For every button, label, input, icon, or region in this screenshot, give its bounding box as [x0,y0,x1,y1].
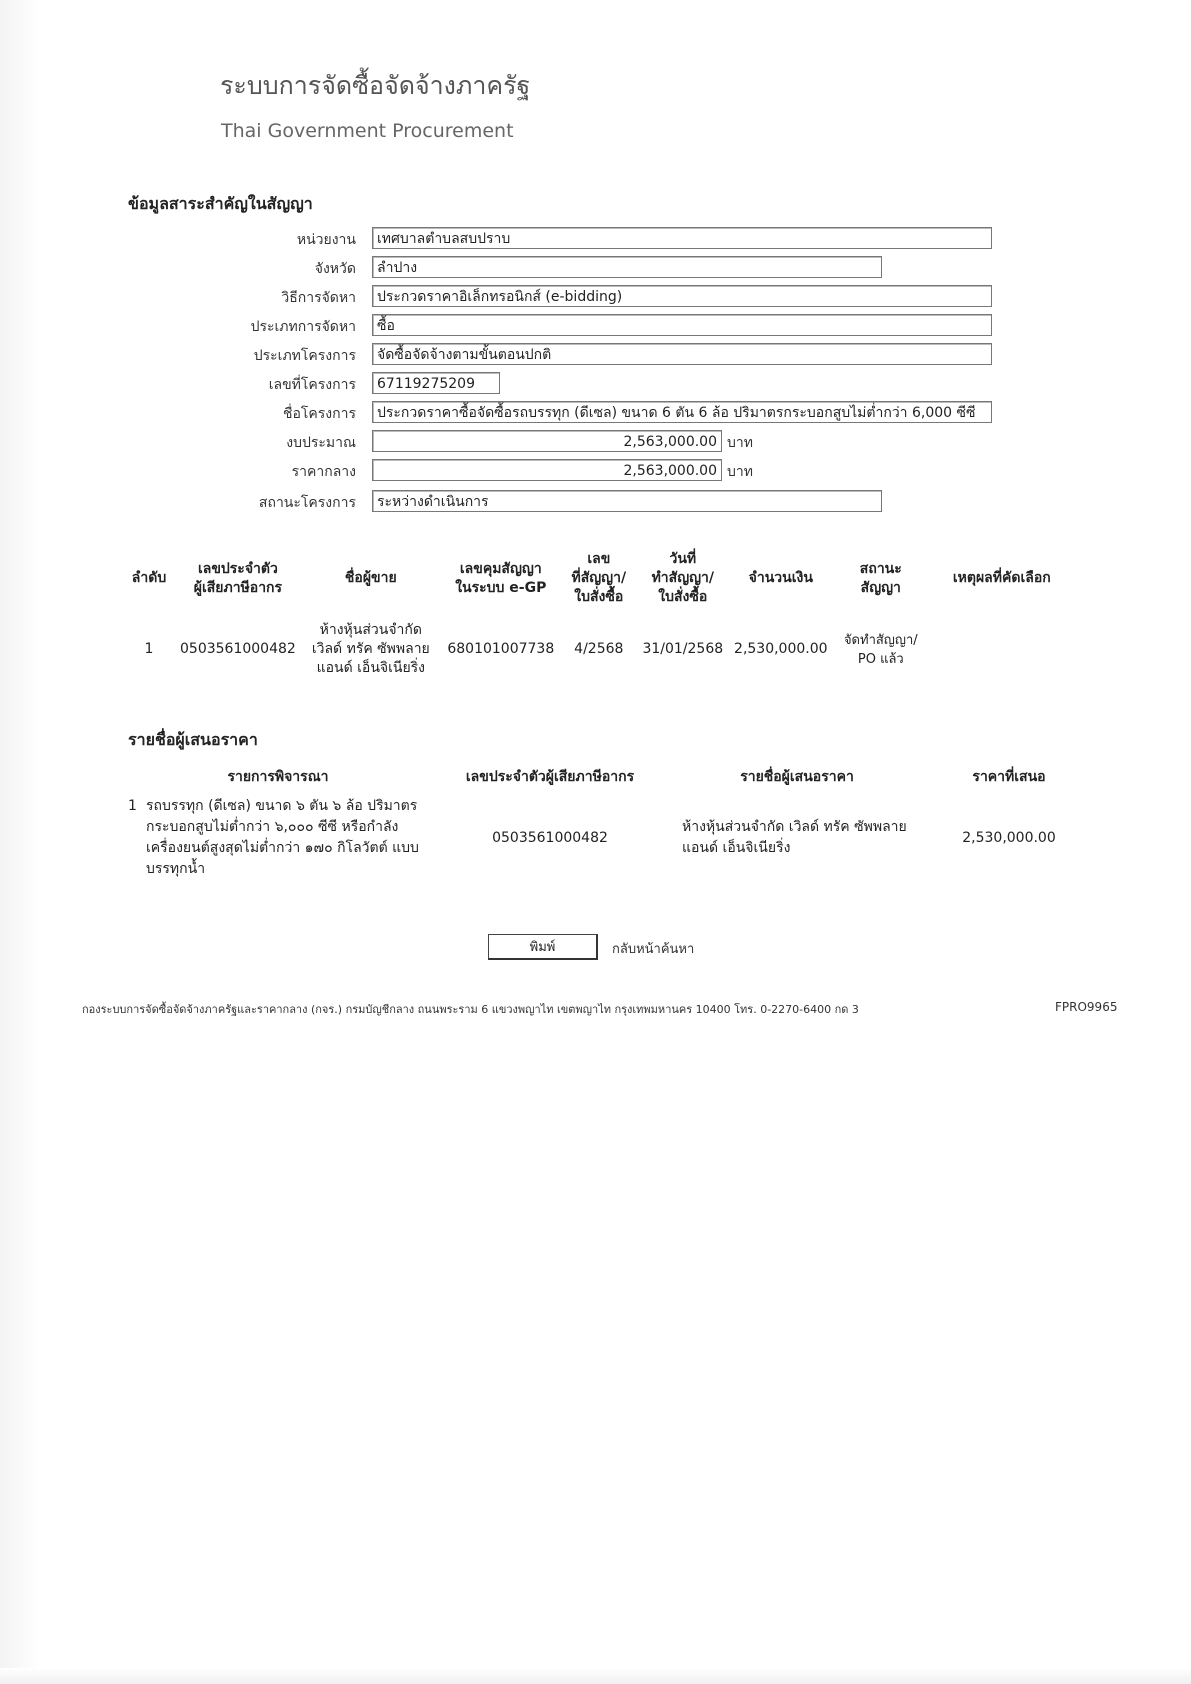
col-header-tax-id: เลขประจำตัว ผู้เสียภาษีอากร [193,560,283,596]
field-unit-budget: บาท [727,435,753,451]
field-value-reference-price: 2,563,000.00 [372,459,722,481]
contracts-header-row [122,548,1076,609]
cell-reason [928,609,1076,680]
field-value-project-number: 67119275209 [372,372,500,394]
bidders-table [122,762,1090,884]
cell-offer-price: 2,530,000.00 [962,829,1056,846]
table-row [122,792,1090,884]
cell-item-no: 1 [128,798,137,814]
col-header-no: ลำดับ [131,570,167,586]
field-label-project-number: เลขที่โครงการ [268,377,356,393]
col-header-status: สถานะ สัญญา [859,560,902,596]
field-value-budget: 2,563,000.00 [372,430,722,452]
field-label-project-status: สถานะโครงการ [258,495,356,511]
field-value-project-status: ระหว่างดำเนินการ [372,490,882,512]
cell-control-no: 680101007738 [447,641,555,657]
col-header-bidder-tax-id: เลขประจำตัวผู้เสียภาษีอากร [465,769,635,785]
col-header-contract-no: เลข ที่สัญญา/ ใบสั่งซื้อ [571,551,627,605]
cell-seller: ห้างหุ้นส่วนจำกัด เวิลด์ ทรัค ซัพพลาย แอนด์ เอ็นจิเนียริ่ง [311,622,430,676]
page-title-english: Thai Government Procurement [221,120,514,142]
field-value-project-type: จัดซื้อจัดจ้างตามขั้นตอนปกติ [372,343,992,365]
scan-edge [0,0,40,1684]
col-header-control-no: เลขคุมสัญญา ในระบบ e-GP [455,560,547,596]
cell-tax-id: 0503561000482 [180,641,296,657]
footer-address: กองระบบการจัดซื้อจัดจ้างภาครัฐและราคากลาง (กจร.) กรมบัญชีกลาง ถนนพระราม 6 แขวงพญาไท เขตพญาไท กรุงเทพมหานคร 10400 โทร. 0-2270-6400 กด 3 [82,1003,859,1016]
cell-bidder-name: ห้างหุ้นส่วนจำกัด เวิลด์ ทรัค ซัพพลาย แอนด์ เอ็นจิเนียริ่ง [682,819,907,856]
field-label-project-type: ประเภทโครงการ [253,348,356,364]
contracts-table [122,548,1076,680]
field-value-project-name: ประกวดราคาซื้อจัดซื้อรถบรรทุก (ดีเซล) ขนาด 6 ตัน 6 ล้อ ปริมาตรกระบอกสูบไม่ต่ำกว่า 6,000 ซีซี [372,401,992,423]
scan-bottom-edge [0,1668,1191,1684]
field-value-agency: เทศบาลตำบลสบปราบ [372,227,992,249]
field-label-method: วิธีการจัดหา [281,290,356,306]
col-header-reason: เหตุผลที่คัดเลือก [952,570,1051,586]
field-label-procurement-type: ประเภทการจัดหา [250,319,356,335]
cell-amount: 2,530,000.00 [734,641,828,657]
cell-contract-date: 31/01/2568 [642,641,724,657]
cell-bidder-tax-id: 0503561000482 [492,829,608,846]
field-label-agency: หน่วยงาน [296,232,356,248]
footer-page-code: FPRO9965 [1055,1000,1118,1014]
cell-item [122,792,434,884]
col-header-amount: จำนวนเงิน [748,570,813,586]
cell-contract-no: 4/2568 [574,641,624,657]
print-button[interactable]: พิมพ์ [488,934,598,960]
field-value-method: ประกวดราคาอิเล็กทรอนิกส์ (e-bidding) [372,285,992,307]
bidders-section-title: รายชื่อผู้เสนอราคา [128,730,258,749]
field-label-project-name: ชื่อโครงการ [282,406,356,422]
field-value-province: ลำปาง [372,256,882,278]
field-unit-reference-price: บาท [727,464,753,480]
col-header-bidder-name: รายชื่อผู้เสนอราคา [740,769,854,785]
cell-status: จัดทำสัญญา/ PO แล้ว [843,632,918,667]
summary-section-title: ข้อมูลสาระสำคัญในสัญญา [128,194,313,213]
cell-item-text: รถบรรทุก (ดีเซล) ขนาด ๖ ตัน ๖ ล้อ ปริมาตรกระบอกสูบไม่ต่ำกว่า ๖,๐๐๐ ซีซี หรือกำลังเครื่องยนต์สูงสุดไม่ต่ำกว่า ๑๗๐ กิโลวัตต์ แบบบรรทุกน้ำ [146,798,419,877]
field-label-reference-price: ราคากลาง [291,464,356,480]
col-header-item: รายการพิจารณา [227,769,329,785]
col-header-contract-date: วันที่ ทำสัญญา/ ใบสั่งซื้อ [651,551,715,605]
page-title-thai: ระบบการจัดซื้อจัดจ้างภาครัฐ [220,71,531,100]
field-label-budget: งบประมาณ [286,435,356,451]
table-row [122,609,1076,680]
col-header-seller: ชื่อผู้ขาย [344,570,397,586]
col-header-offer-price: ราคาที่เสนอ [972,769,1046,785]
field-label-province: จังหวัด [314,261,356,277]
back-to-search-link[interactable]: กลับหน้าค้นหา [612,942,695,957]
field-value-procurement-type: ซื้อ [372,314,992,336]
bidders-header-row [122,762,1090,792]
cell-no: 1 [144,641,154,657]
